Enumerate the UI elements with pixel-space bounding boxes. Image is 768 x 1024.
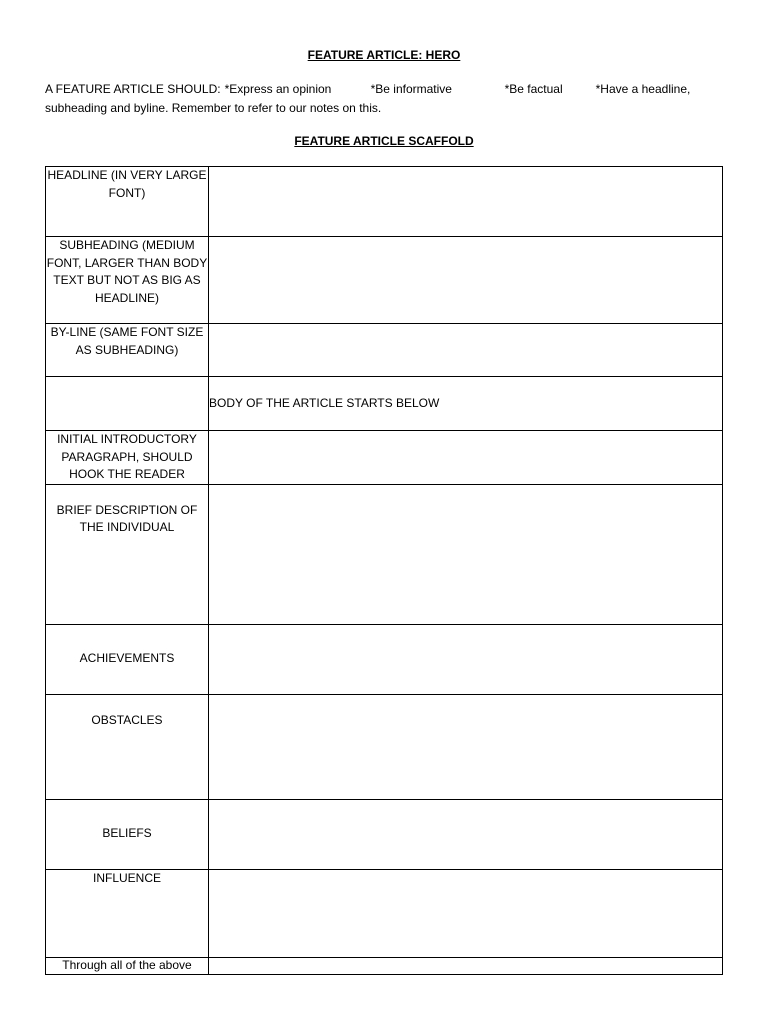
table-row-obstacles [46,694,723,799]
table-row-body-start [46,377,723,431]
criterion-headline: *Have a headline, [595,82,691,96]
row-label-intro-paragraph: INITIAL INTRODUCTORY PARAGRAPH, SHOULD HOOK THE READER [46,431,209,485]
row-value-headline[interactable] [209,167,723,237]
intro-continuation: subheading and byline. Remember to refer to our notes on this. [45,101,382,115]
table-row-byline [46,324,723,377]
row-label-beliefs: BELIEFS [46,799,209,869]
row-label-subheading: SUBHEADING (MEDIUM FONT, LARGER THAN BODY TEXT BUT NOT AS BIG AS HEADLINE) [46,237,209,324]
row-label-byline: BY-LINE (SAME FONT SIZE AS SUBHEADING) [46,324,209,377]
row-value-influence[interactable] [209,869,723,957]
row-value-achievements[interactable] [209,624,723,694]
intro-paragraph [45,80,725,118]
row-label-description: BRIEF DESCRIPTION OF THE INDIVIDUAL [46,484,209,624]
table-row-headline [46,167,723,237]
row-label-achievements: ACHIEVEMENTS [46,624,209,694]
row-label-headline: HEADLINE (IN VERY LARGE FONT) [46,167,209,237]
row-label-through-all: Through all of the above [46,957,209,974]
row-value-through-all[interactable] [209,957,723,974]
table-row-intro-paragraph [46,431,723,485]
table-row-beliefs [46,799,723,869]
page-title: FEATURE ARTICLE: HERO [307,48,461,62]
row-value-beliefs[interactable] [209,799,723,869]
row-label-obstacles: OBSTACLES [46,694,209,799]
scaffold-table [45,166,723,975]
table-row-description [46,484,723,624]
row-label-influence: INFLUENCE [46,869,209,957]
criterion-opinion: *Express an opinion [224,82,332,96]
row-value-subheading[interactable] [209,237,723,324]
row-value-intro-paragraph[interactable] [209,431,723,485]
table-row-subheading [46,237,723,324]
row-value-obstacles[interactable] [209,694,723,799]
row-value-byline[interactable] [209,324,723,377]
row-label-body-start [46,377,209,431]
criterion-factual: *Be factual [504,82,563,96]
criterion-informative: *Be informative [370,82,452,96]
section-title: FEATURE ARTICLE SCAFFOLD [294,134,474,148]
table-row-influence [46,869,723,957]
row-value-description[interactable] [209,484,723,624]
intro-lead: A FEATURE ARTICLE SHOULD: [45,82,221,96]
table-row-achievements [46,624,723,694]
body-start-note: BODY OF THE ARTICLE STARTS BELOW [209,377,723,431]
table-row-through-all [46,957,723,974]
